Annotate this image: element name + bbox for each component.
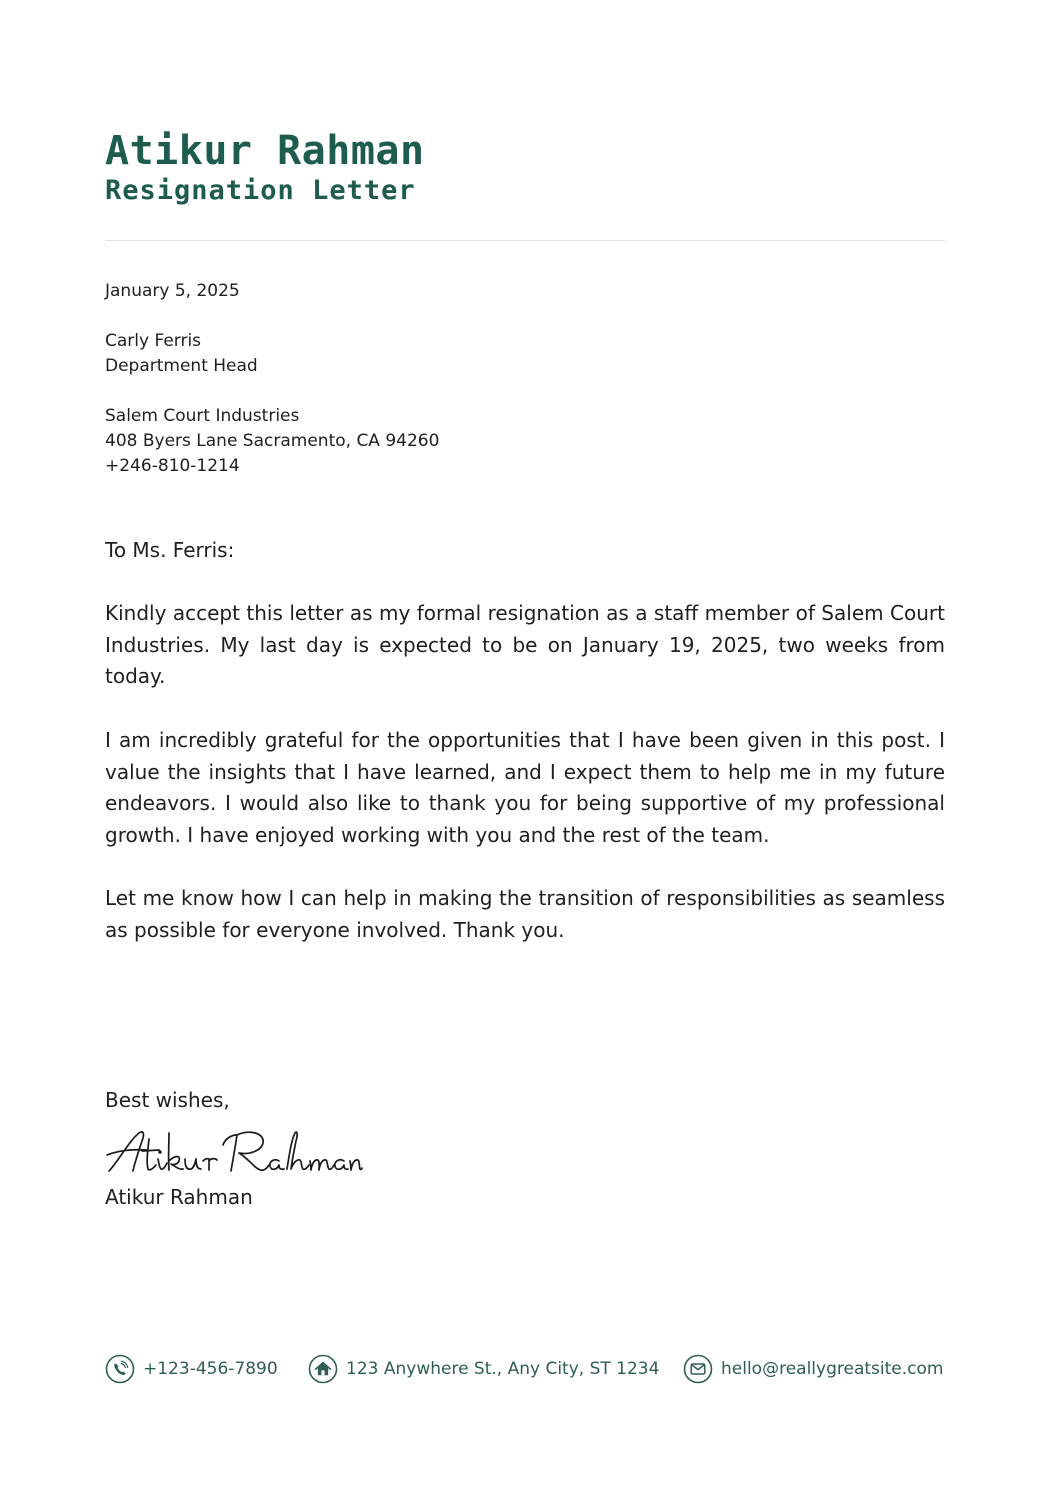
footer-address	[308, 1352, 659, 1386]
home-icon	[308, 1354, 338, 1384]
footer-phone	[105, 1352, 278, 1386]
body-paragraph-2: I am incredibly grateful for the opportunities that I have been given in this post. I value the insights that I have learned, and I expect them to help me in my future endeavors. I would also like to thank you for being supportive of my professional growth. I have enjoyed working with you and the rest of the team.	[105, 728, 945, 847]
footer-email-text: hello@reallygreatsite.com	[721, 1359, 944, 1379]
footer-phone-text: +123-456-7890	[143, 1359, 278, 1379]
recipient-block	[105, 329, 258, 379]
signature-text: Atikur Rahman	[103, 1125, 111, 1126]
header-divider	[105, 240, 945, 241]
body-paragraph-1: Kindly accept this letter as my formal resignation as a staff member of Salem Court Industries. My last day is expected to be on January 19, 2025, two weeks from today.	[105, 601, 945, 688]
sender-name: Atikur Rahman	[105, 128, 425, 174]
signer-name: Atikur Rahman	[105, 1185, 253, 1209]
phone-icon	[105, 1354, 135, 1384]
letter-date: January 5, 2025	[105, 281, 240, 301]
handwritten-signature	[103, 1125, 363, 1181]
recipient-title: Department Head	[105, 356, 258, 376]
company-name: Salem Court Industries	[105, 406, 300, 426]
document-title: Resignation Letter	[105, 175, 416, 206]
closing: Best wishes,	[105, 1088, 230, 1112]
recipient-name: Carly Ferris	[105, 331, 202, 351]
company-block	[105, 404, 439, 479]
footer-address-text: 123 Anywhere St., Any City, ST 1234	[346, 1359, 660, 1379]
company-address: 408 Byers Lane Sacramento, CA 94260	[105, 431, 440, 451]
body-paragraph-3: Let me know how I can help in making the transition of responsibilities as seamless as possible for everyone involved. Thank you.	[105, 886, 945, 942]
mail-icon	[683, 1354, 713, 1384]
footer-email	[683, 1352, 943, 1386]
salutation: To Ms. Ferris:	[105, 538, 235, 562]
company-phone: +246-810-1214	[105, 456, 240, 476]
